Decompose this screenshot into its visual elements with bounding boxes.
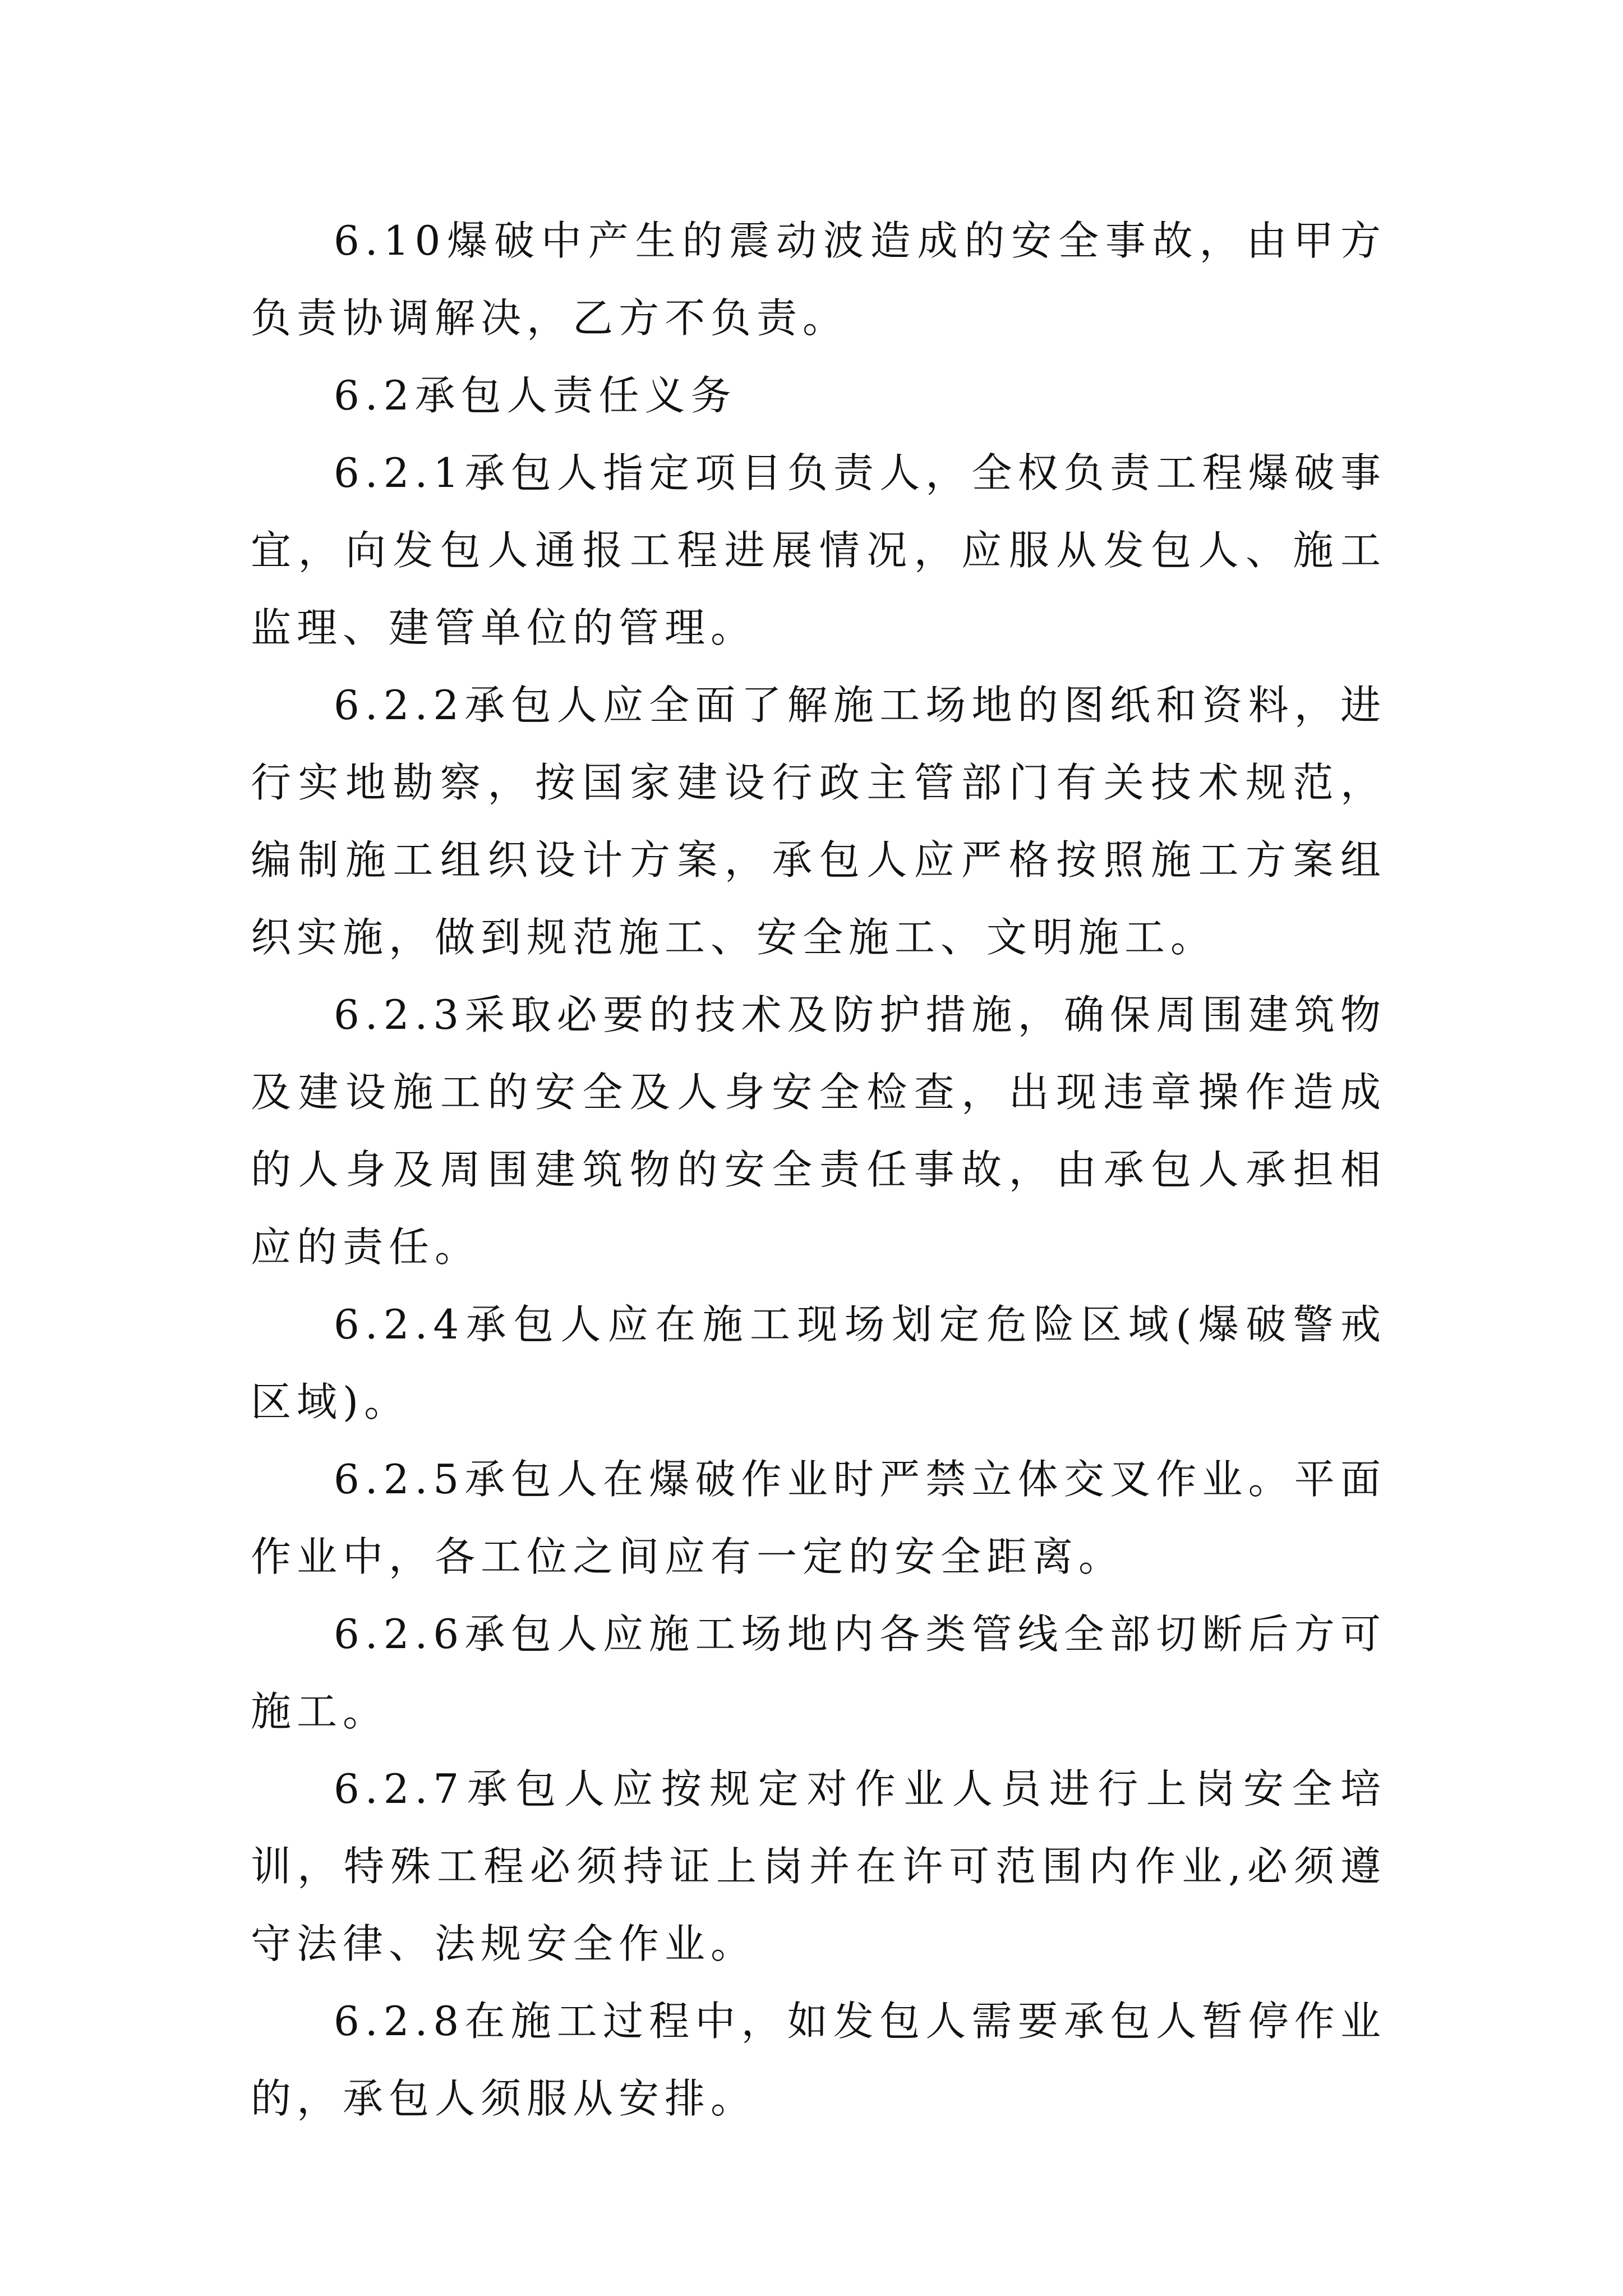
paragraph-6-2-5: 6.2.5承包人在爆破作业时严禁立体交叉作业。平面作业中，各工位之间应有一定的安全距离。 (251, 1456, 1386, 1580)
paragraph-6-2-4: 6.2.4承包人应在施工现场划定危险区域(爆破警戒区域)。 (251, 1301, 1386, 1425)
paragraph-6-2-6: 6.2.6承包人应施工场地内各类管线全部切断后方可施工。 (251, 1611, 1386, 1735)
paragraph-6-10: 6.10爆破中产生的震动波造成的安全事故，由甲方负责协调解决，乙方不负责。 (251, 217, 1386, 342)
paragraph-6-2-2: 6.2.2承包人应全面了解施工场地的图纸和资料，进行实地勘察，按国家建设行政主管部门有关技术规范，编制施工组织设计方案，承包人应严格按照施工方案组织实施，做到规范施工、安全施工、文明施工。 (251, 682, 1386, 961)
paragraph-6-2-7: 6.2.7承包人应按规定对作业人员进行上岗安全培训，特殊工程必须持证上岗并在许可范围内作业,必须遵守法律、法规安全作业。 (251, 1765, 1386, 1967)
paragraph-6-2-8: 6.2.8在施工过程中，如发包人需要承包人暂停作业的，承包人须服从安排。 (251, 1998, 1386, 2122)
paragraph-6-2-1: 6.2.1承包人指定项目负责人，全权负责工程爆破事宜，向发包人通报工程进展情况，应服从发包人、施工监理、建管单位的管理。 (251, 449, 1386, 651)
section-heading-6-2: 6.2承包人责任义务 (334, 372, 737, 419)
document-body (251, 202, 1386, 2137)
paragraph-6-2-3: 6.2.3采取必要的技术及防护措施，确保周围建筑物及建设施工的安全及人身安全检查，出现违章操作造成的人身及周围建筑物的安全责任事故，由承包人承担相应的责任。 (251, 991, 1386, 1271)
